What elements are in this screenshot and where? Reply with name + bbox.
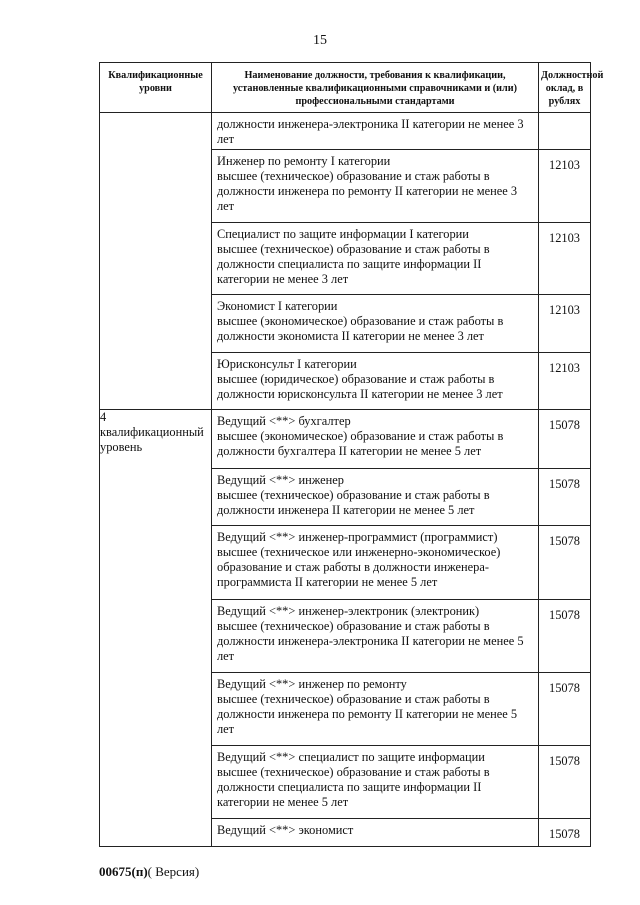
salary-value: 15078 xyxy=(539,468,590,525)
position-requirements: высшее (экономическое) образование и стаж работы в должности бухгалтера II категории не менее 5 лет xyxy=(217,429,504,458)
header-position-requirements: Наименование должности, требования к квалификации, установленные квалификационными справочниками и (или) профессиональными стандартами xyxy=(212,63,539,113)
position-title: Ведущий <**> экономист xyxy=(217,823,354,837)
position-entry xyxy=(212,149,538,222)
position-requirements: высшее (техническое) образование и стаж работы в должности инженера по ремонту II категории не менее 3 лет xyxy=(217,169,518,213)
position-requirements: высшее (техническое) образование и стаж работы в должности специалиста по защите информации II категории не менее 5 лет xyxy=(217,765,490,809)
salary-value: 12103 xyxy=(539,352,590,409)
position-entry xyxy=(212,352,538,409)
document-code: 00675(п) xyxy=(99,864,148,879)
salary-value xyxy=(539,113,590,149)
position-title: Ведущий <**> инженер-программист (программист) xyxy=(217,530,498,544)
position-title: Экономист I категории xyxy=(217,299,338,313)
position-entry xyxy=(212,222,538,294)
salary-value: 12103 xyxy=(539,149,590,222)
position-entry xyxy=(212,745,538,818)
salary-value: 15078 xyxy=(539,525,590,599)
position-entry xyxy=(212,818,538,846)
header-salary: Должностной оклад, в рублях xyxy=(539,63,591,113)
position-list xyxy=(212,113,539,410)
position-title: Ведущий <**> инженер xyxy=(217,473,344,487)
position-requirements: высшее (техническое или инженерно-экономическое) образование и стаж работы в должности инженера-программиста II категории не менее 5 лет xyxy=(217,545,501,589)
page-number: 15 xyxy=(313,33,327,48)
salary-value: 15078 xyxy=(539,745,590,818)
document-version: ( Версия) xyxy=(147,864,200,879)
document-footer xyxy=(99,864,199,880)
position-entry xyxy=(212,525,538,599)
header-qualification-levels: Квалификационные уровни xyxy=(100,63,212,113)
salary-value: 12103 xyxy=(539,222,590,294)
position-title: Ведущий <**> бухгалтер xyxy=(217,414,351,428)
position-requirements: высшее (техническое) образование и стаж работы в должности инженера II категории не менее 5 лет xyxy=(217,488,490,517)
position-title: Инженер по ремонту I категории xyxy=(217,154,391,168)
position-entry xyxy=(212,468,538,525)
position-title: Ведущий <**> инженер-электроник (электроник) xyxy=(217,604,480,618)
salary-value: 15078 xyxy=(549,418,580,432)
position-title: Ведущий <**> инженер по ремонту xyxy=(217,677,407,691)
position-entry xyxy=(212,599,538,672)
salary-value: 15078 xyxy=(539,599,590,672)
position-entry xyxy=(212,294,538,352)
position-requirements: высшее (экономическое) образование и стаж работы в должности экономиста II категории не менее 3 лет xyxy=(217,314,504,343)
salary-list xyxy=(539,113,591,410)
position-text: должности инженера-электроника II категории не менее 3 лет xyxy=(217,117,524,146)
position-title: Ведущий <**> специалист по защите информации xyxy=(217,750,485,764)
position-requirements: высшее (техническое) образование и стаж работы в должности специалиста по защите информации II категории не менее 3 лет xyxy=(217,242,490,286)
table-header-row xyxy=(100,63,591,113)
table-row xyxy=(100,410,591,847)
position-entry xyxy=(212,113,538,149)
qualification-level-cell: 4 квалификационный уровень xyxy=(100,410,212,847)
salary-value: 15078 xyxy=(539,672,590,745)
position-requirements: высшее (техническое) образование и стаж работы в должности инженера по ремонту II категории не менее 5 лет xyxy=(217,692,518,736)
qualification-level-cell xyxy=(100,113,212,410)
position-entry xyxy=(212,672,538,745)
salary-value: 12103 xyxy=(539,294,590,352)
position-entry xyxy=(212,410,538,468)
position-title: Юрисконсульт I категории xyxy=(217,357,357,371)
salary-list xyxy=(539,410,591,847)
qualification-table xyxy=(99,62,604,847)
position-requirements: высшее (юридическое) образование и стаж работы в должности юрисконсульта II категории не менее 3 лет xyxy=(217,372,503,401)
salary-value: 15078 xyxy=(539,818,590,846)
position-title: Специалист по защите информации I категории xyxy=(217,227,469,241)
table-row xyxy=(100,113,591,410)
position-requirements: высшее (техническое) образование и стаж работы в должности инженера-электроника II категории не менее 5 лет xyxy=(217,619,524,663)
position-list xyxy=(212,410,539,847)
